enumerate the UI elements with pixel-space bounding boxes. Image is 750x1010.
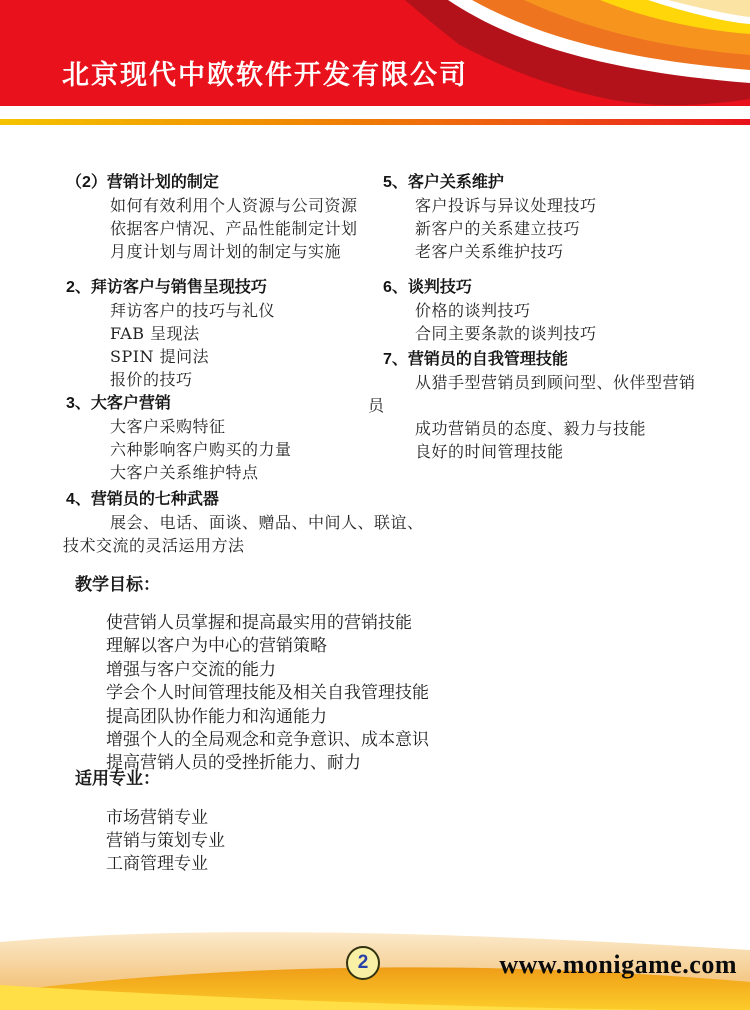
outline-item: SPIN 提问法 [110,347,210,366]
objective-item: 使营销人员掌握和提高最实用的营销技能 [106,613,412,632]
outline-section-customer-relations [371,171,731,263]
major-item: 营销与策划专业 [106,831,225,850]
objectives-heading: 教学目标： [75,575,160,594]
outline-item: 报价的技巧 [110,370,193,389]
section-title: 谈判技巧 [407,279,472,296]
outline-item: 展会、电话、面谈、赠品、中间人、联谊、 [110,513,424,532]
outline-item: 成功营销员的态度、毅力与技能 [415,419,647,438]
outline-item: 依据客户情况、产品性能制定计划 [110,219,358,238]
section-heading [66,276,401,299]
outline-item: FAB 呈现法 [110,324,200,343]
section-title: 营销员的自我管理技能 [407,351,568,368]
objective-item: 增强个人的全局观念和竞争意识、成本意识 [106,730,429,750]
outline-item: 如何有效利用个人资源与公司资源 [110,196,358,215]
outline-item: 合同主要条款的谈判技巧 [415,324,597,343]
outline-item: 拜访客户的技巧与礼仪 [110,301,276,320]
page-number-badge: 2 [346,946,380,980]
objective-item: 提高营销人员的受挫折能力、耐力 [106,753,361,773]
section-heading [66,392,401,415]
outline-item: 大客户采购特征 [110,417,226,436]
major-item: 工商管理专业 [106,854,208,873]
outline-item: 大客户关系维护特点 [110,463,259,482]
outline-section-self-management [368,348,741,463]
outline-section-key-account [66,392,401,484]
section-heading [66,171,401,194]
website-url: www.monigame.com [499,950,737,979]
section-number: 3、 [66,395,91,412]
outline-item: 技术交流的灵活运用方法 [63,536,245,555]
majors-list [106,806,225,875]
objectives-list [106,611,429,775]
section-title: 营销员的七种武器 [90,491,219,508]
section-number: 2、 [66,279,91,296]
objective-item: 提高团队协作能力和沟通能力 [106,706,327,726]
outline-section-negotiation [371,276,731,345]
outline-item: 从猎手型营销员到顾问型、伙伴型营销 [415,373,696,392]
section-heading [371,276,731,299]
section-title: 拜访客户与销售呈现技巧 [90,279,267,296]
objective-item: 学会个人时间管理技能及相关自我管理技能 [106,683,429,703]
outline-item: 六种影响客户购买的力量 [110,440,292,459]
objective-item: 理解以客户为中心的营销策略 [106,636,327,656]
outline-section-seven-weapons [63,488,424,557]
section-number: 4、 [66,491,91,508]
section-number: （2） [66,174,107,191]
outline-item: 新客户的关系建立技巧 [415,219,581,238]
outline-item-wrapped: 员 [368,396,385,415]
outline-section-visit-sales [66,276,401,391]
section-number: 7、 [383,351,408,368]
outline-item: 客户投诉与异议处理技巧 [415,196,597,215]
section-title: 大客户营销 [90,395,171,412]
header-gradient-stripe [0,119,750,125]
outline-item: 老客户关系维护技巧 [415,242,564,261]
outline-section-2 [66,171,401,263]
section-number: 6、 [383,279,408,296]
majors-heading: 适用专业： [75,769,160,788]
outline-item: 良好的时间管理技能 [415,442,564,461]
outline-item: 价格的谈判技巧 [415,301,531,320]
outline-item: 月度计划与周计划的制定与实施 [110,242,342,261]
section-title: 客户关系维护 [407,174,504,191]
section-title: 营销计划的制定 [106,174,219,191]
major-item: 市场营销专业 [106,808,208,827]
section-heading [371,171,731,194]
section-number: 5、 [383,174,408,191]
company-title: 北京现代中欧软件开发有限公司 [62,60,468,90]
section-heading [66,488,401,511]
objective-item: 增强与客户交流的能力 [106,659,276,679]
section-heading [371,348,741,371]
